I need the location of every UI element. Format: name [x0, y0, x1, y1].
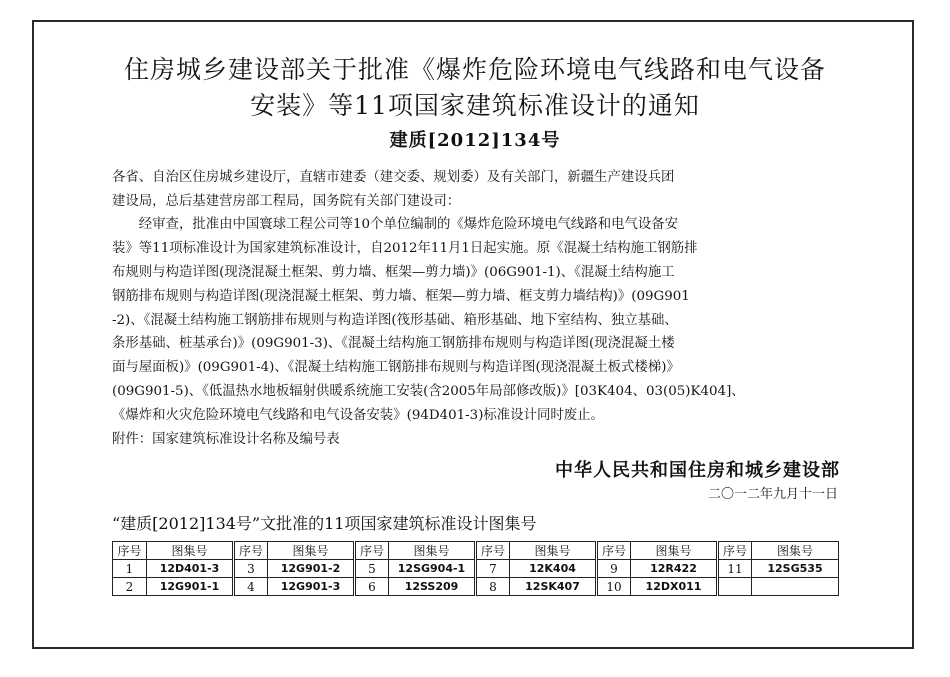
notice-title-line-2: 安装》等11项国家建筑标准设计的通知	[250, 91, 700, 120]
document-number: 建质[2012]134号	[389, 130, 561, 151]
row-number-cell	[718, 578, 752, 596]
header-cell-no: 序号	[113, 542, 147, 560]
atlas-code-cell: 12G901-2	[268, 560, 355, 578]
body-line: 经审查，批准由中国寰球工程公司等10个单位编制的《爆炸危险环境电气线路和电气设备安	[112, 217, 679, 232]
row-number-cell: 9	[597, 560, 631, 578]
atlas-code-cell: 12K404	[510, 560, 597, 578]
body-line: 装》等11项标准设计为国家建筑标准设计，自2012年11月1日起实施。原《混凝土结构施工钢筋排	[112, 241, 698, 256]
header-cell-code: 图集号	[631, 542, 718, 560]
issue-date: 二〇一二年九月十一日	[707, 487, 838, 502]
atlas-code-cell: 12SS209	[389, 578, 476, 596]
table-header-row	[113, 542, 839, 560]
row-number-cell: 1	[113, 560, 147, 578]
atlas-code-cell: 12D401-3	[147, 560, 234, 578]
row-number-cell: 7	[476, 560, 510, 578]
header-cell-code: 图集号	[389, 542, 476, 560]
body-line: 建设局，总后基建营房部工程局，国务院有关部门建设司：	[112, 194, 461, 209]
body-line: 各省、自治区住房城乡建设厅，直辖市建委（建交委、规划委）及有关部门，新疆生产建设兵团	[112, 170, 675, 185]
table-row	[113, 578, 839, 596]
row-number-cell: 10	[597, 578, 631, 596]
body-line: 条形基础、桩基承台)》(09G901-3)、《混凝土结构施工钢筋排布规则与构造详图(现浇混凝土楼	[112, 336, 675, 351]
body-line: 钢筋排布规则与构造详图(现浇混凝土框架、剪力墙、框架—剪力墙、框支剪力墙结构)》(09G901	[112, 289, 690, 304]
header-cell-no: 序号	[355, 542, 389, 560]
row-number-cell: 2	[113, 578, 147, 596]
atlas-code-cell: 12G901-1	[147, 578, 234, 596]
body-line: 布规则与构造详图(现浇混凝土框架、剪力墙、框架—剪力墙)》(06G901-1)、《混凝土结构施工	[112, 265, 675, 280]
catalog-table	[112, 541, 839, 596]
header-cell-code: 图集号	[510, 542, 597, 560]
body-line: 面与屋面板)》(09G901-4)、《混凝土结构施工钢筋排布规则与构造详图(现浇混凝土板式楼梯)》	[112, 360, 680, 375]
issuing-authority: 中华人民共和国住房和城乡建设部	[555, 460, 840, 481]
row-number-cell: 3	[234, 560, 268, 578]
body-line: (09G901-5)、《低温热水地板辐射供暖系统施工安装(含2005年局部修改版)》[03K404、03(05)K404]、	[112, 384, 745, 399]
row-number-cell: 5	[355, 560, 389, 578]
row-number-cell: 8	[476, 578, 510, 596]
atlas-code-cell: 12G901-3	[268, 578, 355, 596]
table-row	[113, 560, 839, 578]
header-cell-no: 序号	[476, 542, 510, 560]
row-number-cell: 4	[234, 578, 268, 596]
atlas-code-cell	[752, 578, 839, 596]
header-cell-no: 序号	[718, 542, 752, 560]
atlas-code-cell: 12SG904-1	[389, 560, 476, 578]
atlas-code-cell: 12SG535	[752, 560, 839, 578]
header-cell-code: 图集号	[752, 542, 839, 560]
atlas-code-cell: 12DX011	[631, 578, 718, 596]
header-cell-no: 序号	[234, 542, 268, 560]
row-number-cell: 6	[355, 578, 389, 596]
header-cell-code: 图集号	[147, 542, 234, 560]
header-cell-code: 图集号	[268, 542, 355, 560]
row-number-cell: 11	[718, 560, 752, 578]
header-cell-no: 序号	[597, 542, 631, 560]
body-line: -2)、《混凝土结构施工钢筋排布规则与构造详图(筏形基础、箱形基础、地下室结构、独立基础、	[112, 313, 678, 328]
notice-title-line-1: 住房城乡建设部关于批准《爆炸危险环境电气线路和电气设备	[123, 55, 826, 84]
table-title: “建质[2012]134号”文批准的11项国家建筑标准设计图集号	[112, 514, 537, 533]
atlas-code-cell: 12SK407	[510, 578, 597, 596]
atlas-code-cell: 12R422	[631, 560, 718, 578]
body-line: 《爆炸和火灾危险环境电气线路和电气设备安装》(94D401-3)标准设计同时废止。	[112, 408, 604, 423]
attachment-line: 附件：国家建筑标准设计名称及编号表	[112, 432, 340, 447]
